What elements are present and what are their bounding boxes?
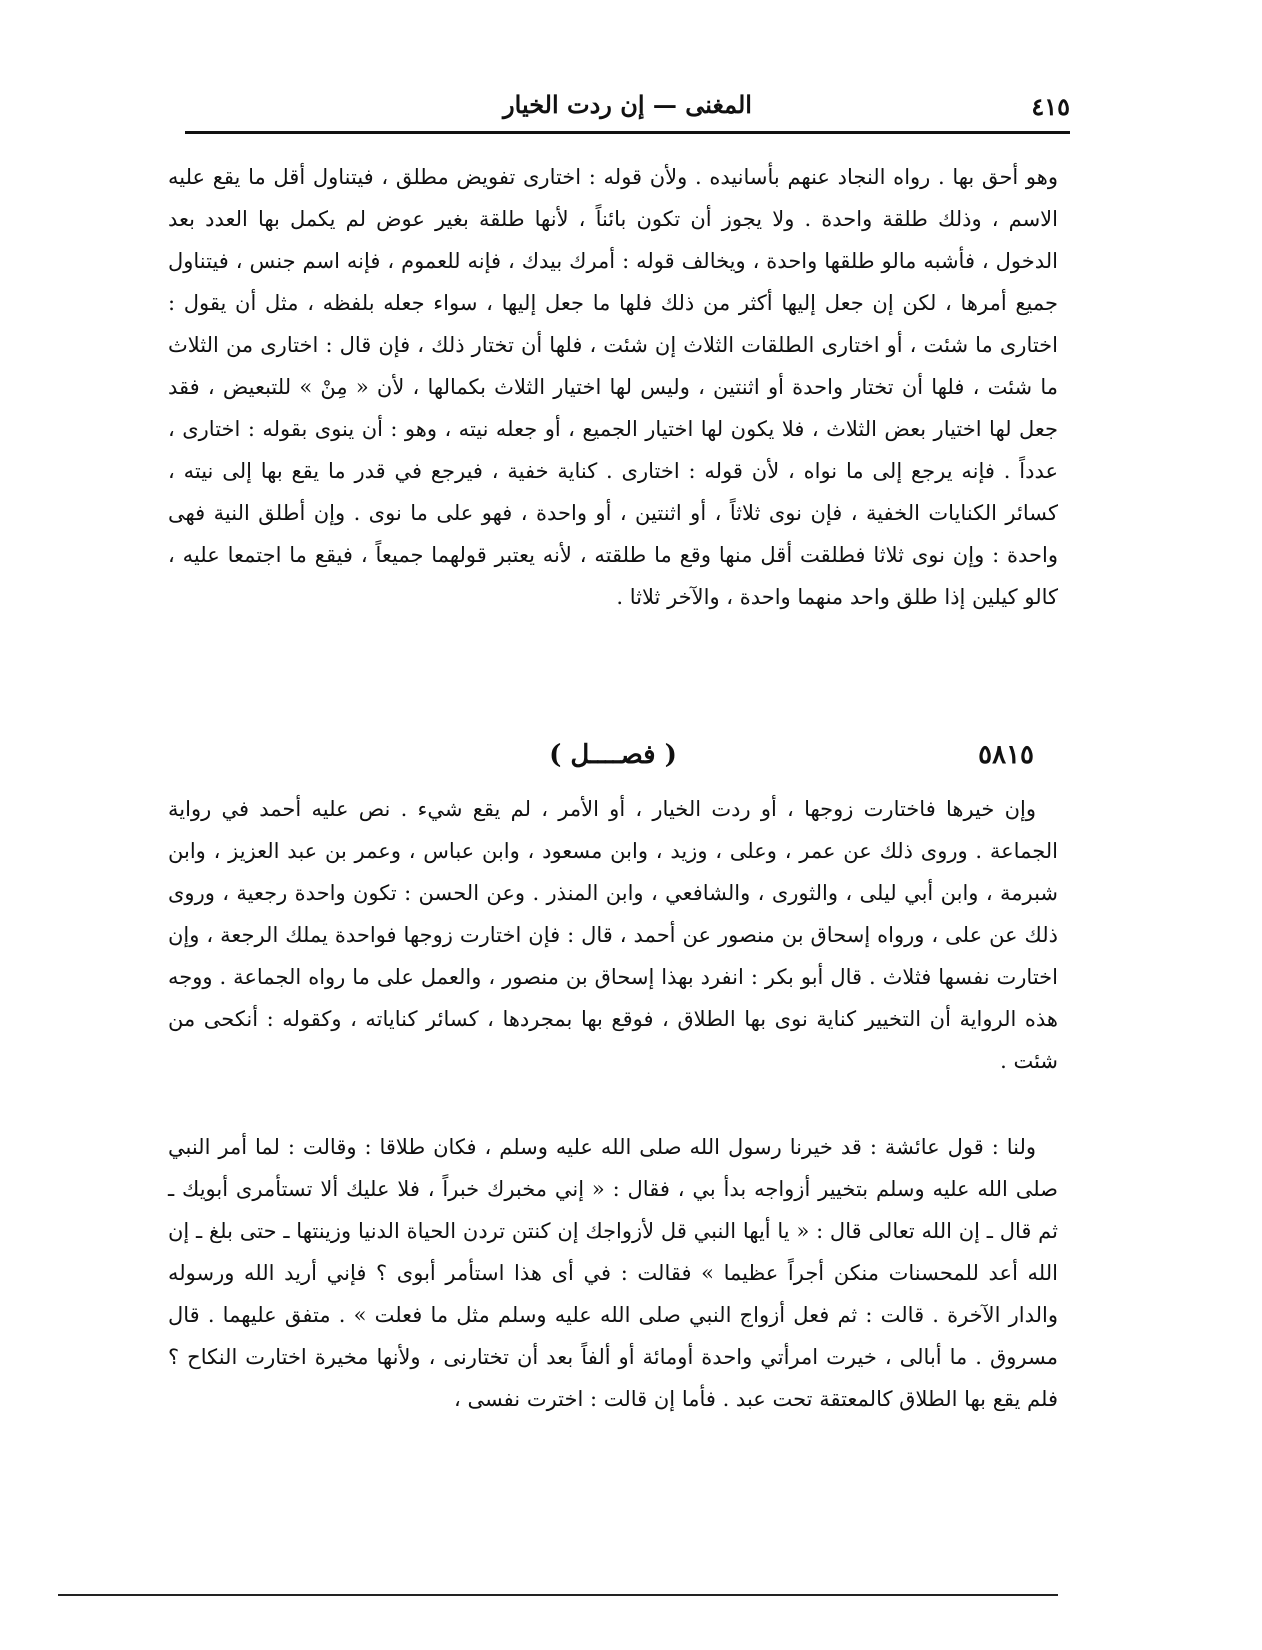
- section-heading: [168, 740, 1058, 784]
- paragraph-continuation: وهو أحق بها . رواه النجاد عنهم بأسانيده . ولأن قوله : اختارى تفويض مطلق ، فيتناول أقل ما يقع عليه الاسم ، وذلك طلقة واحدة . ولا يجوز أن تكون بائناً ، لأنها طلقة بغير عوض لم يكمل بها العدد بعد الدخول ، فأشبه مالو طلقها واحدة ، ويخالف قوله : أمرك بيدك ، فإنه للعموم ، فإنه اسم جنس ، فيتناول جميع أمرها ، لكن إن جعل إليها أكثر من ذلك فلها ما جعل إليها ، سواء جعله بلفظه ، مثل أن يقول : اختارى ما شئت ، أو اختارى الطلقات الثلاث إن شئت ، فلها أن تختار ذلك ، فإن قال : اختارى من الثلاث ما شئت ، فلها أن تختار واحدة أو اثنتين ، وليس لها اختيار الثلاث بكمالها ، لأن « مِنْ » للتبعيض ، فقد جعل لها اختيار بعض الثلاث ، فلا يكون لها اختيار الجميع ، أو جعله نيته ، وهو : أن ينوى بقوله : اختارى ، عدداً . فإنه يرجع إلى ما نواه ، لأن قوله : اختارى . كناية خفية ، فيرجع في قدر ما يقع بها إلى نيته ، كسائر الكنايات الخفية ، فإن نوى ثلاثاً ، أو اثنتين ، أو واحدة ، فهو على ما نوى . وإن أطلق النية فهى واحدة : وإن نوى ثلاثا فطلقت أقل منها وقع ما طلقته ، لأنه يعتبر قولهما جميعاً ، فيقع ما اجتمعا عليه ، كالو كيلين إذا طلق واحد منهما واحدة ، والآخر ثلاثا .: [168, 165, 1058, 609]
- section-label: ( فصــــل ): [549, 740, 677, 770]
- section-number: ٥٨١٥: [978, 740, 1034, 770]
- footer-rule: [58, 1594, 1058, 1596]
- paragraph-block-section: [168, 788, 1058, 1082]
- paragraph-block-argument: [168, 1126, 1058, 1420]
- page-header: [185, 88, 1070, 128]
- paragraph-block-continuation: [168, 156, 1058, 618]
- page-number: ٤١٥: [1031, 92, 1070, 121]
- paragraph-section-opening: وإن خيرها فاختارت زوجها ، أو ردت الخيار ، أو الأمر ، لم يقع شيء . نص عليه أحمد في رواية الجماعة . وروى ذلك عن عمر ، وعلى ، وزيد ، وابن مسعود ، وابن عباس ، وعمر بن عبد العزيز ، وابن شبرمة ، وابن أبي ليلى ، والثورى ، والشافعي ، وابن المنذر . وعن الحسن : تكون واحدة رجعية ، وروى ذلك عن على ، ورواه إسحاق بن منصور عن أحمد ، قال : فإن اختارت زوجها فواحدة يملك الرجعة ، وإن اختارت نفسها فثلاث . قال أبو بكر : انفرد بهذا إسحاق بن منصور ، والعمل على ما رواه الجماعة . ووجه هذه الرواية أن التخيير كناية نوى بها الطلاق ، فوقع بها بمجردها ، كسائر كناياته ، وكقوله : أنكحى من شئت .: [168, 797, 1058, 1073]
- running-title: المغنى — إن ردت الخيار: [503, 90, 752, 119]
- header-rule: [185, 131, 1070, 134]
- paragraph-argument: ولنا : قول عائشة : قد خيرنا رسول الله صلى الله عليه وسلم ، فكان طلاقا : وقالت : لما أمر النبي صلى الله عليه وسلم بتخيير أزواجه بدأ بي ، فقال : « إني مخبرك خبراً ، فلا عليك ألا تستأمرى أبويك ـ ثم قال ـ إن الله تعالى قال : « يا أيها النبي قل لأزواجك إن كنتن تردن الحياة الدنيا وزينتها ـ حتى بلغ ـ إن الله أعد للمحسنات منكن أجراً عظيما » فقالت : في أى هذا استأمر أبوى ؟ فإني أريد الله ورسوله والدار الآخرة . قالت : ثم فعل أزواج النبي صلى الله عليه وسلم مثل ما فعلت » . متفق عليهما . قال مسروق . ما أبالى ، خيرت امرأتي واحدة أومائة أو ألفاً بعد أن تختارنى ، ولأنها مخيرة اختارت النكاح ؟ فلم يقع بها الطلاق كالمعتقة تحت عبد . فأما إن قالت : اخترت نفسى ،: [168, 1135, 1058, 1411]
